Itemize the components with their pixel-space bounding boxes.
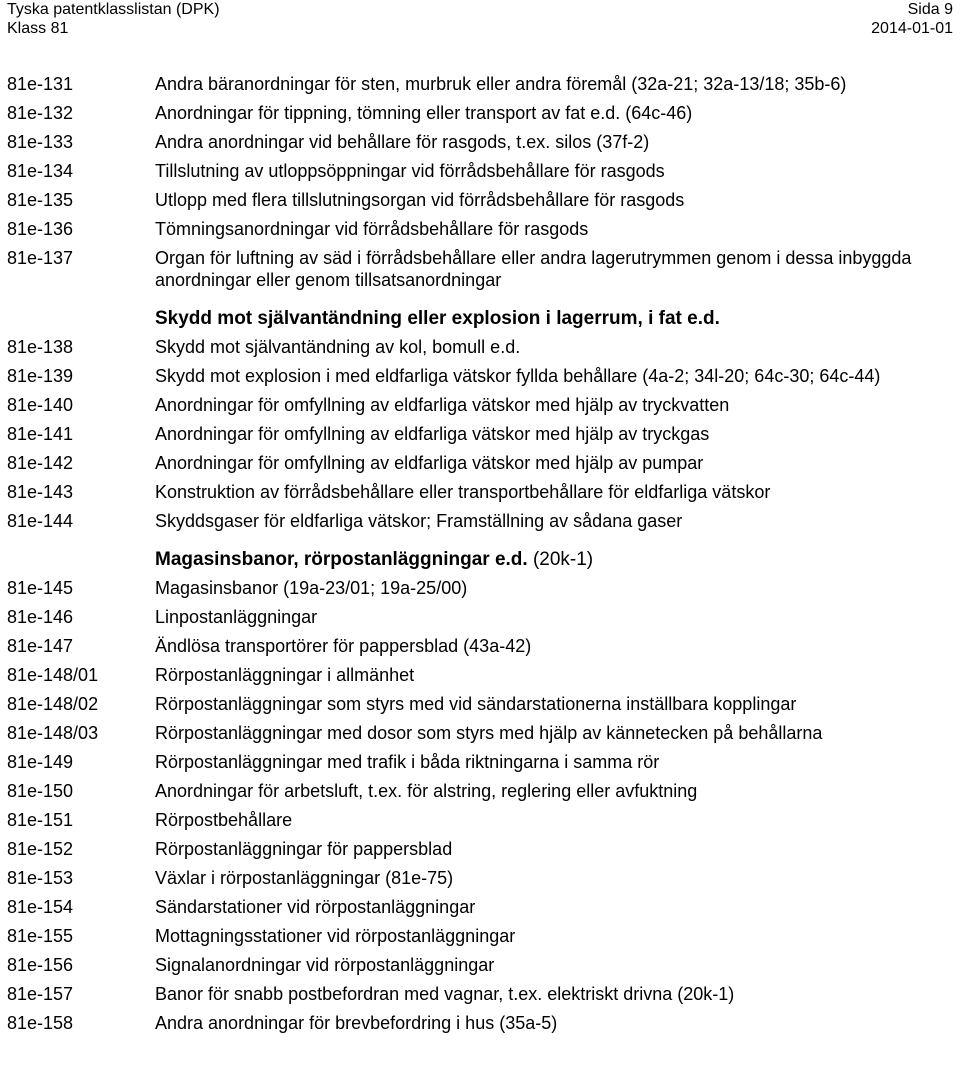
entry-description: Magasinsbanor (19a-23/01; 19a-25/00) bbox=[155, 578, 468, 598]
entry-code: 81e-147 bbox=[7, 636, 74, 656]
entry-code: 81e-148/02 bbox=[7, 694, 99, 714]
section-heading-self-ignition bbox=[7, 307, 955, 330]
list-item bbox=[7, 394, 955, 416]
list-item bbox=[7, 896, 955, 918]
section-heading-magazine-tracks bbox=[7, 548, 955, 571]
entry-code: 81e-133 bbox=[7, 132, 74, 152]
section-heading-title: Skydd mot självantändning eller explosion i lagerrum, i fat e.d. bbox=[155, 308, 720, 329]
list-item bbox=[7, 867, 955, 889]
list-item bbox=[7, 510, 955, 532]
entry-code: 81e-136 bbox=[7, 219, 74, 239]
entry-code: 81e-135 bbox=[7, 190, 74, 210]
entry-code: 81e-134 bbox=[7, 161, 74, 181]
list-item bbox=[7, 102, 955, 124]
entry-description: Rörpostanläggningar med dosor som styrs med hjälp av kännetecken på behållarna bbox=[155, 723, 823, 743]
list-item bbox=[7, 606, 955, 628]
entry-group-1 bbox=[7, 73, 955, 291]
section-heading-title: Magasinsbanor, rörpostanläggningar e.d. bbox=[155, 549, 528, 570]
list-item bbox=[7, 722, 955, 744]
entry-description: Sändarstationer vid rörpostanläggningar bbox=[155, 897, 476, 917]
list-item bbox=[7, 751, 955, 773]
entry-description: Rörpostbehållare bbox=[155, 810, 293, 830]
entry-code: 81e-145 bbox=[7, 578, 74, 598]
entry-code: 81e-157 bbox=[7, 984, 74, 1004]
entry-code: 81e-148/01 bbox=[7, 665, 99, 685]
entry-description: Mottagningsstationer vid rörpostanläggningar bbox=[155, 926, 516, 946]
header-right bbox=[871, 0, 953, 38]
entry-description: Anordningar för tippning, tömning eller transport av fat e.d. (64c-46) bbox=[155, 103, 693, 123]
list-item bbox=[7, 336, 955, 358]
entry-code: 81e-142 bbox=[7, 453, 74, 473]
entry-description: Rörpostanläggningar för pappersblad bbox=[155, 839, 453, 859]
entry-code: 81e-143 bbox=[7, 482, 74, 502]
list-item bbox=[7, 423, 955, 445]
class-label: Klass 81 bbox=[7, 20, 69, 37]
entry-description: Anordningar för omfyllning av eldfarliga vätskor med hjälp av pumpar bbox=[155, 453, 704, 473]
entry-description: Andra anordningar vid behållare för rasgods, t.ex. silos (37f-2) bbox=[155, 132, 650, 152]
entry-code: 81e-144 bbox=[7, 511, 74, 531]
list-item bbox=[7, 809, 955, 831]
entry-description: Tillslutning av utloppsöppningar vid förrådsbehållare för rasgods bbox=[155, 161, 665, 181]
entry-description: Växlar i rörpostanläggningar (81e-75) bbox=[155, 868, 454, 888]
entry-code: 81e-146 bbox=[7, 607, 74, 627]
entry-code: 81e-153 bbox=[7, 868, 74, 888]
list-item bbox=[7, 247, 955, 291]
entry-code: 81e-140 bbox=[7, 395, 74, 415]
entry-code: 81e-132 bbox=[7, 103, 74, 123]
entry-code: 81e-139 bbox=[7, 366, 74, 386]
page-number: Sida 9 bbox=[907, 1, 953, 18]
entry-description: Anordningar för omfyllning av eldfarliga vätskor med hjälp av tryckgas bbox=[155, 424, 710, 444]
entry-code: 81e-156 bbox=[7, 955, 74, 975]
list-item bbox=[7, 481, 955, 503]
entry-code: 81e-138 bbox=[7, 337, 74, 357]
entry-group-2 bbox=[7, 336, 955, 532]
list-item bbox=[7, 73, 955, 95]
list-item bbox=[7, 693, 955, 715]
entry-description: Rörpostanläggningar som styrs med vid sändarstationerna inställbara kopplingar bbox=[155, 694, 797, 714]
entry-code: 81e-148/03 bbox=[7, 723, 99, 743]
list-item bbox=[7, 925, 955, 947]
list-item bbox=[7, 635, 955, 657]
entry-description: Anordningar för arbetsluft, t.ex. för alstring, reglering eller avfuktning bbox=[155, 781, 698, 801]
entry-description: Organ för luftning av säd i förrådsbehållare eller andra lagerutrymmen genom i dessa inbyggda anordningar eller genom tillsatsanordningar bbox=[155, 248, 912, 290]
list-item bbox=[7, 218, 955, 240]
entry-description: Linpostanläggningar bbox=[155, 607, 318, 627]
list-item bbox=[7, 838, 955, 860]
list-item bbox=[7, 131, 955, 153]
page-header bbox=[7, 0, 953, 40]
list-item bbox=[7, 780, 955, 802]
list-item bbox=[7, 365, 955, 387]
document-title: Tyska patentklasslistan (DPK) bbox=[7, 1, 220, 18]
entry-description: Tömningsanordningar vid förrådsbehållare för rasgods bbox=[155, 219, 589, 239]
list-item bbox=[7, 577, 955, 599]
entry-description: Konstruktion av förrådsbehållare eller transportbehållare för eldfarliga vätskor bbox=[155, 482, 771, 502]
entry-description: Anordningar för omfyllning av eldfarliga vätskor med hjälp av tryckvatten bbox=[155, 395, 730, 415]
entry-code: 81e-131 bbox=[7, 74, 74, 94]
entry-code: 81e-141 bbox=[7, 424, 74, 444]
entry-code: 81e-150 bbox=[7, 781, 74, 801]
entry-description: Skydd mot explosion i med eldfarliga vätskor fyllda behållare (4a-2; 34l-20; 64c-30; 64c-44) bbox=[155, 366, 881, 386]
classification-list bbox=[7, 73, 955, 1041]
list-item bbox=[7, 452, 955, 474]
entry-description: Utlopp med flera tillslutningsorgan vid förrådsbehållare för rasgods bbox=[155, 190, 685, 210]
list-item bbox=[7, 954, 955, 976]
entry-group-3 bbox=[7, 577, 955, 1034]
entry-description: Skyddsgaser för eldfarliga vätskor; Framställning av sådana gaser bbox=[155, 511, 683, 531]
entry-description: Rörpostanläggningar med trafik i båda riktningarna i samma rör bbox=[155, 752, 660, 772]
entry-description: Rörpostanläggningar i allmänhet bbox=[155, 665, 415, 685]
list-item bbox=[7, 1012, 955, 1034]
entry-description: Andra anordningar för brevbefordring i hus (35a-5) bbox=[155, 1013, 558, 1033]
entry-description: Skydd mot självantändning av kol, bomull e.d. bbox=[155, 337, 521, 357]
entry-code: 81e-154 bbox=[7, 897, 74, 917]
entry-description: Signalanordningar vid rörpostanläggningar bbox=[155, 955, 495, 975]
entry-description: Andra bäranordningar för sten, murbruk eller andra föremål (32a-21; 32a-13/18; 35b-6) bbox=[155, 74, 847, 94]
entry-code: 81e-152 bbox=[7, 839, 74, 859]
entry-code: 81e-149 bbox=[7, 752, 74, 772]
section-heading-suffix: (20k-1) bbox=[527, 549, 594, 570]
document-date: 2014-01-01 bbox=[871, 20, 953, 37]
entry-description: Ändlösa transportörer för pappersblad (43a-42) bbox=[155, 636, 532, 656]
entry-description: Banor för snabb postbefordran med vagnar, t.ex. elektriskt drivna (20k-1) bbox=[155, 984, 735, 1004]
list-item bbox=[7, 983, 955, 1005]
list-item bbox=[7, 160, 955, 182]
entry-code: 81e-155 bbox=[7, 926, 74, 946]
entry-code: 81e-158 bbox=[7, 1013, 74, 1033]
header-left bbox=[7, 0, 220, 38]
list-item bbox=[7, 189, 955, 211]
entry-code: 81e-137 bbox=[7, 248, 74, 268]
list-item bbox=[7, 664, 955, 686]
entry-code: 81e-151 bbox=[7, 810, 74, 830]
